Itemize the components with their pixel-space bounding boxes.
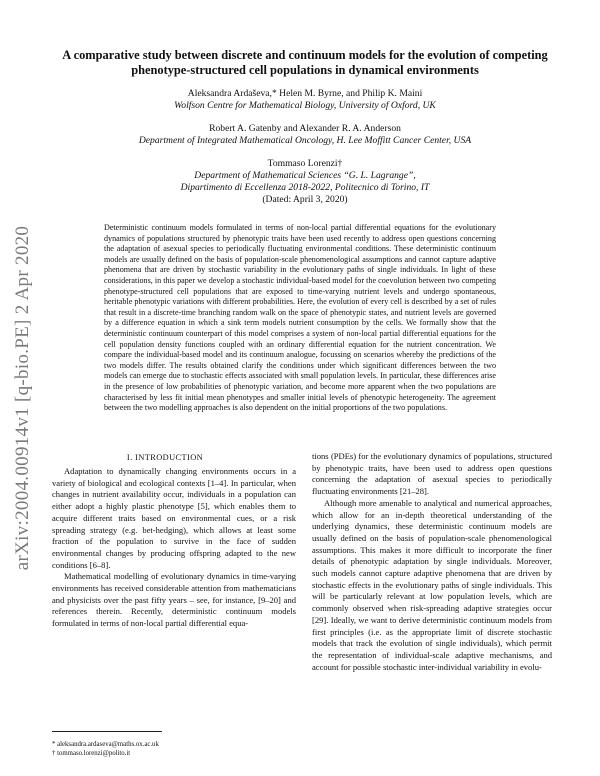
author-affiliation: Wolfson Centre for Mathematical Biology, University of Oxford, UK <box>174 100 436 111</box>
author-group-3 <box>55 158 555 206</box>
footnotes <box>52 740 292 758</box>
author-group-2 <box>55 123 555 147</box>
dated-line: (Dated: April 3, 2020) <box>262 194 348 205</box>
section-heading-introduction: I. INTRODUCTION <box>126 453 204 462</box>
arxiv-identifier-stamp: arXiv:2004.00914v1 [q-bio.PE] 2 Apr 2020 <box>12 225 33 571</box>
author-names: Tommaso Lorenzi† <box>267 158 343 169</box>
author-affiliation-line-2: Dipartimento di Eccellenza 2018-2022, Politecnico di Torino, IT <box>180 182 430 193</box>
paragraph: tions (PDEs) for the evolutionary dynamics of populations, structured by phenotypic traits, have been used to address open questions concerning the adaptation of asexual species to periodically fluctuating environments [21–28]. <box>312 451 552 497</box>
abstract: Deterministic continuum models formulated in terms of non-local partial differential equations for the evolutionary dynamics of populations structured by phenotypic traits have been used recently to address open questions concerning the adaptation of asexual species to periodically fluctuating environmental conditions. These deterministic continuum models are usually defined on the basis of population-scale phenomenological assumptions and cannot capture adaptive phenomena that are driven by stochastic variability in the evolutionary paths of single individuals. In light of these considerations, in this paper we develop a stochastic individual-based model for the coevolution between two competing phenotype-structured cell populations that are exposed to time-varying nutrient levels and undergo spontaneous, heritable phenotypic variations with different probabilities. Here, the evolution of every cell is described by a set of rules that result in a discrete-time branching random walk on the space of phenotypic states, and nutrient levels are governed by a difference equation in which a sink term models nutrient consumption by the cells. We formally show that the deterministic continuum counterpart of this model comprises a system of non-local partial differential equations for the cell population density functions coupled with an ordinary differential equation for the nutrient concentration. We compare the individual-based model and its continuum analogue, focussing on scenarios whereby the predictions of the two models differ. The results obtained clarify the conditions under which significant differences between the two models can emerge due to stochastic effects associated with small population levels. In particular, these differences arise in the presence of low probabilities of phenotypic variation, and become more apparent when the two populations are characterised by less fit initial mean phenotypes and smaller initial levels of phenotypic heterogeneity. The agreement between the two modelling approaches is also dependent on the initial proportions of the two populations. <box>104 223 496 413</box>
author-group-1 <box>55 88 555 112</box>
paragraph: Adaptation to dynamically changing environments occurs in a variety of biological and ecological contexts [1–4]. In particular, when changes in nutrient availability occur, individuals in a population can either adopt a highly plastic phenotype [5], which enables them to acquire different traits based on environmental cues, or a risk spreading strategy (e.g. bet-hedging), which allows at least some fraction of the population to survive in the face of sudden environmental changes by producing offspring adapted to the new conditions [6–8]. <box>52 466 296 570</box>
right-column <box>312 451 552 673</box>
author-affiliation-line-1: Department of Mathematical Sciences “G. L. Lagrange”, <box>194 170 416 181</box>
footnote-email-1: * aleksandra.ardaseva@maths.ox.ac.uk <box>52 741 159 748</box>
author-names: Aleksandra Ardaševa,* Helen M. Byrne, and Philip K. Maini <box>187 88 423 99</box>
footnote-email-2: † tommaso.lorenzi@polito.it <box>52 750 131 757</box>
paragraph: Although more amenable to analytical and numerical approaches, which allow for an in-depth theoretical understanding of the underlying dynamics, these deterministic continuum models are usually defined on the basis of population-scale phenomenological assumptions. This makes it more difficult to incorporate the finer details of phenotypic adaptation by single individuals. Moreover, such models cannot capture adaptive phenomena that are driven by stochastic effects in the evolutionary paths of single individuals. This will be particularly relevant at low population levels, which are commonly observed when risk-spreading adaptive strategies occur [29]. Ideally, we want to derive deterministic continuum models from first principles (i.e. as the appropriate limit of discrete stochastic models that track the evolution of single individuals), which permit the representation of individual-scale adaptive mechanisms, and account for possible stochastic inter-individual variability in evolu- <box>312 497 552 672</box>
author-affiliation: Department of Integrated Mathematical Oncology, H. Lee Moffitt Cancer Center, USA <box>138 135 472 146</box>
paper-title: A comparative study between discrete and continuum models for the evolution of competing phenotype-structured cell populations in dynamical environments <box>62 48 548 77</box>
left-column <box>52 466 296 630</box>
author-names: Robert A. Gatenby and Alexander R. A. Anderson <box>209 123 401 134</box>
paragraph: Mathematical modelling of evolutionary dynamics in time-varying environments has received considerable attention from mathematicians and physicists over the past fifty years – see, for instance, [9–20] and references therein. Recently, deterministic continuum models formulated in terms of non-local partial differential equa- <box>52 571 296 629</box>
footnote-rule <box>52 731 162 732</box>
